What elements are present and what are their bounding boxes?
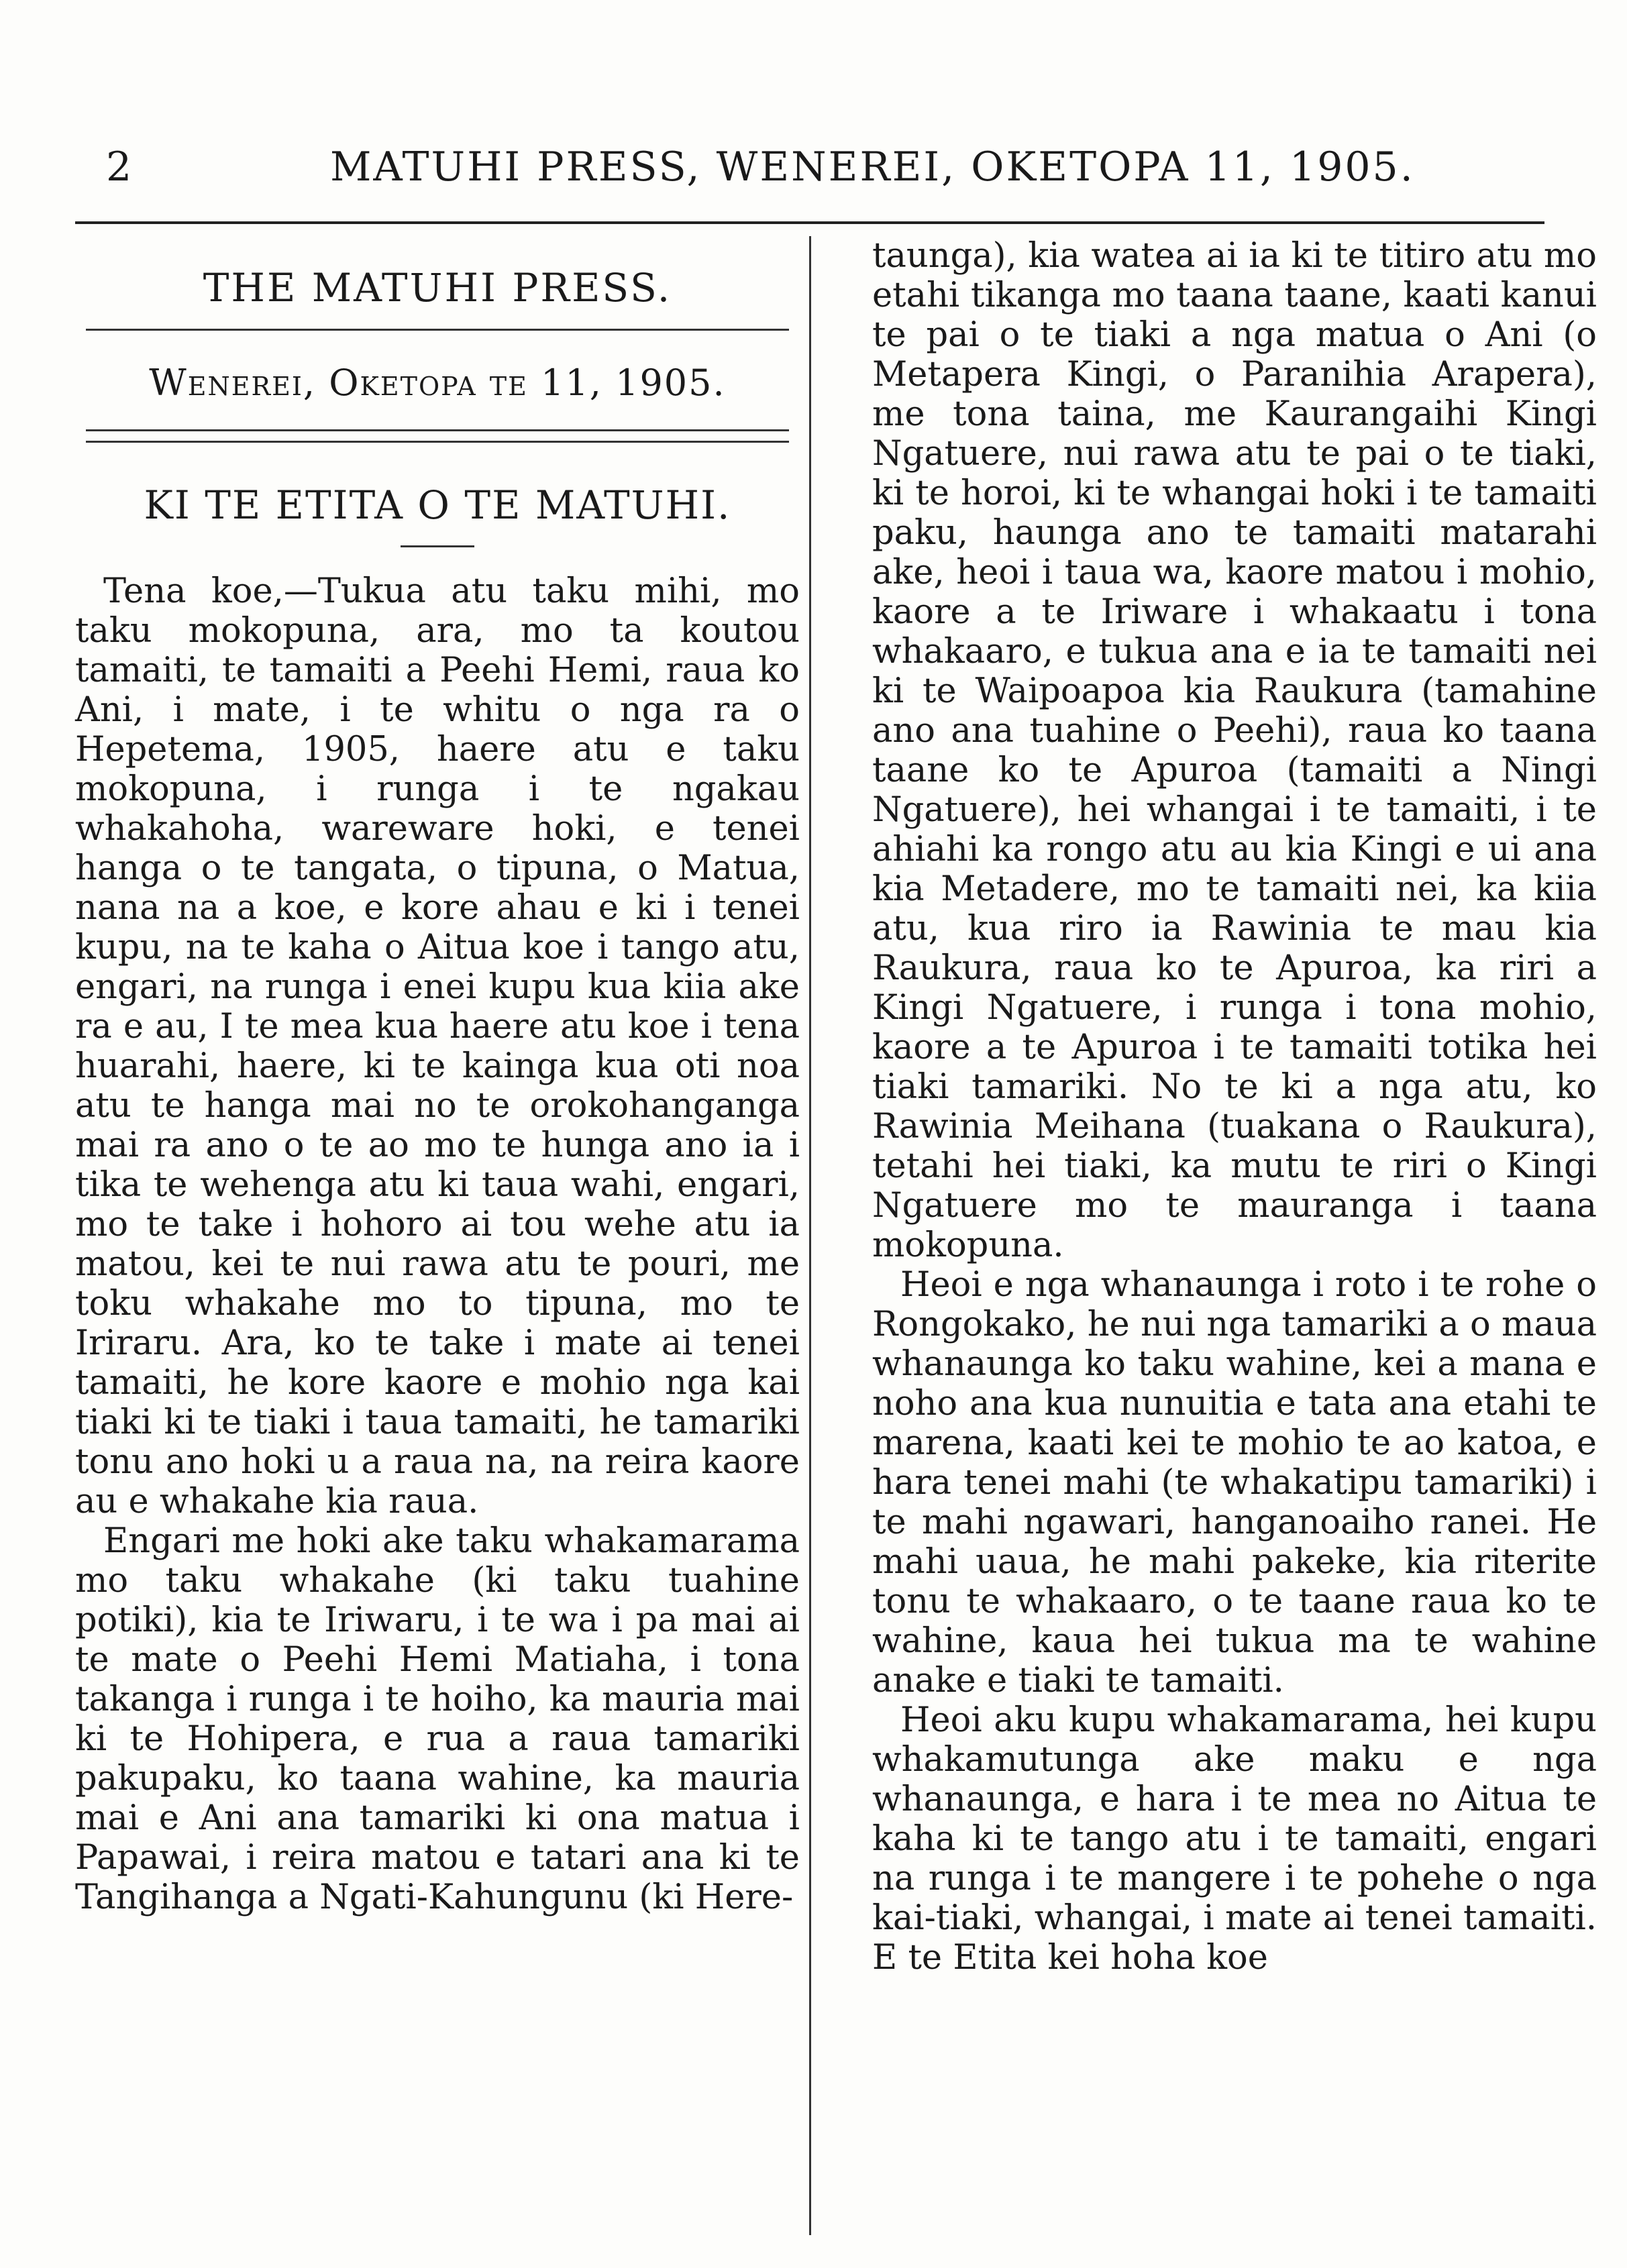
press-title: THE MATUHI PRESS. [203, 265, 672, 311]
letter-paragraph: Heoi e nga whanaunga i roto i te rohe o Rongokako, he nui nga tamariki a o maua whanaunga ko taku wahine, kei a mana e noho ana kua nunuitia e tata ana etahi te marena, kaati kei te mohio te ao katoa, e hara tenei mahi (te whakatipu tamariki) i te mahi ngawari, hanganoaiho ranei. He mahi uaua, he mahi pakeke, kia riterite tonu te whakaaro, o te taane raua ko te wahine, kaua hei tukua ma te wahine anake e tiaki te tamaiti. [872, 1265, 1597, 1700]
running-head [75, 144, 1544, 204]
letter-paragraph: Engari me hoki ake taku whakamarama mo taku whakahe (ki taku tuahine potiki), kia te Iriwaru, i te wa i pa mai ai te mate o Peehi Hemi Matiaha, i tona takanga i runga i te hoiho, ka mauria mai ki te Hohipera, e rua a raua tamariki pakupaku, ko taana wahine, ka mauria mai e Ani ana tamariki ki ona matua i Papawai, i reira matou e tatari ana ki te Tangihanga a Ngati-Kahungunu (ki Here- [75, 1521, 800, 1917]
page-number: 2 [106, 144, 133, 191]
date-rule [86, 429, 789, 443]
column-rule [809, 236, 811, 2235]
right-column [872, 236, 1597, 1978]
header-rule [75, 221, 1544, 224]
masthead: MATUHI PRESS, WENEREI, OKETOPA 11, 1905. [330, 144, 1415, 191]
issue-date: Wenerei, Oketopa te 11, 1905. [149, 362, 726, 404]
letter-title: KI TE ETITA O TE MATUHI. [144, 482, 731, 528]
title-dash [401, 545, 474, 547]
left-column [75, 236, 800, 1917]
title-rule [86, 329, 789, 331]
letter-paragraph: Tena koe,—Tukua atu taku mihi, mo taku mokopuna, ara, mo ta koutou tamaiti, te tamaiti a Peehi Hemi, raua ko Ani, i mate, i te whitu o nga ra o Hepetema, 1905, haere atu e taku mokopuna, i runga i te ngakau whakahoha, wareware hoki, e tenei hanga o te tangata, o tipuna, o Matua, nana na a koe, e kore ahau e ki i tenei kupu, na te kaha o Aitua koe i tango atu, engari, na runga i enei kupu kua kiia ake ra e au, I te mea kua haere atu koe i tena huarahi, haere, ki te kainga kua oti noa atu te hanga mai no te orokohanganga mai ra ano o te ao mo te hunga ano ia i tika te wehenga atu ki taua wahi, engari, mo te take i hohoro ai tou wehe atu ia matou, kei te nui rawa atu te pouri, me toku whakahe mo to tipuna, mo te Iriraru. Ara, ko te take i mate ai tenei tamaiti, he kore kaore e mohio nga kai tiaki ki te tiaki i taua tamaiti, he tamariki tonu ano hoki u a raua na, na reira kaore au e whakahe kia raua. [75, 572, 800, 1521]
letter-paragraph: taunga), kia watea ai ia ki te titiro atu mo etahi tikanga mo taana taane, kaati kanui te pai o te tiaki a nga matua o Ani (o Metapera Kingi, o Paranihia Arapera), me tona taina, me Kaurangaihi Kingi Ngatuere, nui rawa atu te pai o te tiaki, ki te horoi, ki te whangai hoki i te tamaiti paku, haunga ano te tamaiti matarahi ake, heoi i taua wa, kaore matou i mohio, kaore a te Iriware i whakaatu i tona whakaaro, e tukua ana e ia te tamaiti nei ki te Waipoapoa kia Raukura (tamahine ano ana tuahine o Peehi), raua ko taana taane ko te Apuroa (tamaiti a Ningi Ngatuere), hei whangai i te tamaiti, i te ahiahi ka rongo atu au kia Kingi e ui ana kia Metadere, mo te tamaiti nei, ka kiia atu, kua riro ia Rawinia te mau kia Raukura, raua ko te Apuroa, ka riri a Kingi Ngatuere, i runga i tona mohio, kaore a te Apuroa i te tamaiti totika hei tiaki tamariki. No te ki a nga atu, ko Rawinia Meihana (tuakana o Raukura), tetahi hei tiaki, ka mutu te riri o Kingi Ngatuere mo te mauranga i taana mokopuna. [872, 236, 1597, 1265]
letter-paragraph: Heoi aku kupu whakamarama, hei kupu whakamutunga ake maku e nga whanaunga, e hara i te mea no Aitua te kaha ki te tango atu i te tamaiti, engari na runga i te mangere i te pohehe o nga kai-tiaki, whangai, i mate ai tenei tamaiti. E te Etita kei hoha koe [872, 1700, 1597, 1978]
